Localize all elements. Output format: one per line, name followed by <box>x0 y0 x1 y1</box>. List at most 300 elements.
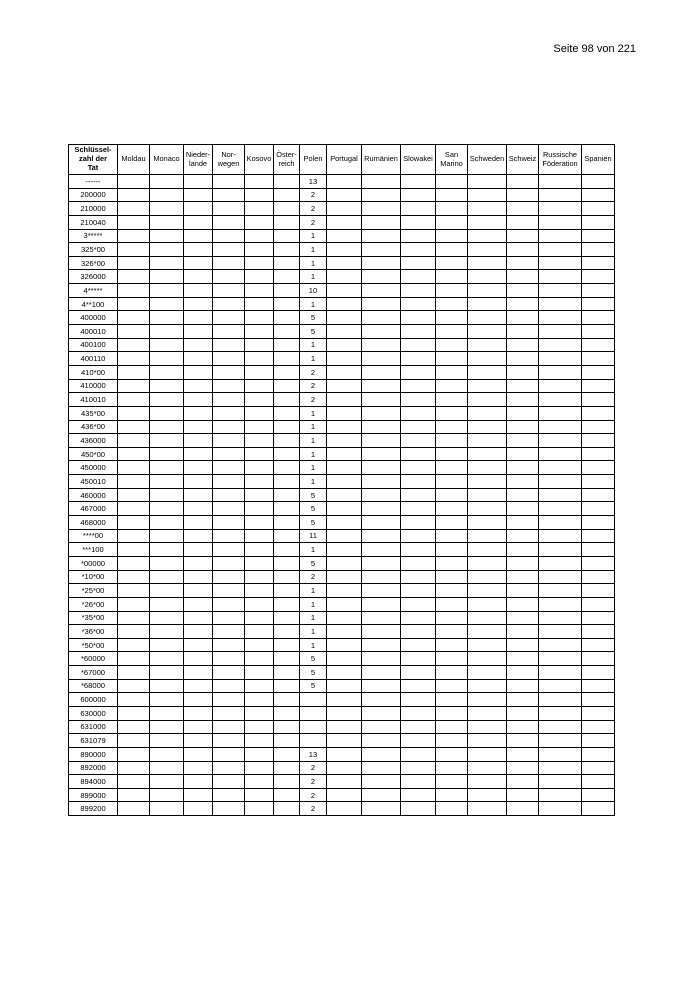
empty-cell <box>436 747 468 761</box>
empty-cell <box>150 706 184 720</box>
empty-cell <box>274 420 300 434</box>
empty-cell <box>118 325 150 339</box>
column-header-moldau: Moldau <box>118 145 150 175</box>
empty-cell <box>274 297 300 311</box>
empty-cell <box>401 570 436 584</box>
empty-cell <box>539 365 582 379</box>
empty-cell <box>245 720 274 734</box>
key-cell: *67000 <box>69 666 118 680</box>
empty-cell <box>582 747 615 761</box>
empty-cell <box>274 215 300 229</box>
empty-cell <box>213 447 245 461</box>
empty-cell <box>507 502 539 516</box>
empty-cell <box>213 202 245 216</box>
empty-cell <box>582 243 615 257</box>
empty-cell <box>327 625 362 639</box>
empty-cell <box>213 311 245 325</box>
empty-cell <box>582 788 615 802</box>
empty-cell <box>184 420 213 434</box>
empty-cell <box>539 270 582 284</box>
key-cell: *36*00 <box>69 625 118 639</box>
empty-cell <box>274 570 300 584</box>
empty-cell <box>362 625 401 639</box>
empty-cell <box>274 406 300 420</box>
empty-cell <box>274 352 300 366</box>
empty-cell <box>582 734 615 748</box>
empty-cell <box>582 666 615 680</box>
empty-cell <box>245 229 274 243</box>
empty-cell <box>150 666 184 680</box>
empty-cell <box>582 706 615 720</box>
empty-cell <box>539 447 582 461</box>
empty-cell <box>150 284 184 298</box>
empty-cell <box>327 202 362 216</box>
empty-cell <box>468 365 507 379</box>
empty-cell <box>184 652 213 666</box>
empty-cell <box>245 393 274 407</box>
empty-cell <box>436 420 468 434</box>
empty-cell <box>245 775 274 789</box>
empty-cell <box>401 747 436 761</box>
empty-cell <box>184 338 213 352</box>
empty-cell <box>327 243 362 257</box>
empty-cell <box>327 502 362 516</box>
key-cell: 410010 <box>69 393 118 407</box>
empty-cell <box>184 406 213 420</box>
empty-cell <box>184 365 213 379</box>
empty-cell <box>327 720 362 734</box>
key-cell: *68000 <box>69 679 118 693</box>
empty-cell <box>401 365 436 379</box>
empty-cell <box>362 256 401 270</box>
polen-cell: 2 <box>300 365 327 379</box>
empty-cell <box>468 734 507 748</box>
empty-cell <box>184 488 213 502</box>
empty-cell <box>184 666 213 680</box>
key-cell: 436*00 <box>69 420 118 434</box>
empty-cell <box>150 652 184 666</box>
polen-cell: 1 <box>300 229 327 243</box>
polen-cell <box>300 734 327 748</box>
empty-cell <box>213 516 245 530</box>
empty-cell <box>507 365 539 379</box>
empty-cell <box>539 516 582 530</box>
empty-cell <box>539 461 582 475</box>
empty-cell <box>582 475 615 489</box>
page-number: Seite 98 von 221 <box>553 43 636 55</box>
empty-cell <box>362 788 401 802</box>
empty-cell <box>539 325 582 339</box>
empty-cell <box>213 488 245 502</box>
empty-cell <box>150 270 184 284</box>
empty-cell <box>118 516 150 530</box>
empty-cell <box>468 297 507 311</box>
empty-cell <box>118 666 150 680</box>
empty-cell <box>507 652 539 666</box>
empty-cell <box>274 365 300 379</box>
empty-cell <box>213 529 245 543</box>
empty-cell <box>118 243 150 257</box>
empty-cell <box>401 584 436 598</box>
empty-cell <box>245 529 274 543</box>
empty-cell <box>118 338 150 352</box>
empty-cell <box>327 379 362 393</box>
empty-cell <box>401 393 436 407</box>
empty-cell <box>401 447 436 461</box>
empty-cell <box>150 543 184 557</box>
empty-cell <box>150 461 184 475</box>
empty-cell <box>150 434 184 448</box>
empty-cell <box>327 215 362 229</box>
polen-cell <box>300 720 327 734</box>
empty-cell <box>539 652 582 666</box>
empty-cell <box>468 447 507 461</box>
polen-cell: 1 <box>300 611 327 625</box>
empty-cell <box>274 706 300 720</box>
empty-cell <box>582 447 615 461</box>
empty-cell <box>436 188 468 202</box>
empty-cell <box>245 693 274 707</box>
empty-cell <box>539 420 582 434</box>
table-row <box>69 202 615 216</box>
empty-cell <box>150 720 184 734</box>
empty-cell <box>539 666 582 680</box>
empty-cell <box>150 256 184 270</box>
empty-cell <box>184 734 213 748</box>
empty-cell <box>327 638 362 652</box>
empty-cell <box>184 516 213 530</box>
empty-cell <box>274 775 300 789</box>
table-row <box>69 747 615 761</box>
empty-cell <box>539 761 582 775</box>
empty-cell <box>582 202 615 216</box>
empty-cell <box>118 597 150 611</box>
key-cell: 210040 <box>69 215 118 229</box>
empty-cell <box>118 802 150 816</box>
empty-cell <box>401 488 436 502</box>
empty-cell <box>213 475 245 489</box>
empty-cell <box>327 597 362 611</box>
empty-cell <box>327 311 362 325</box>
empty-cell <box>582 720 615 734</box>
key-cell: 325*00 <box>69 243 118 257</box>
empty-cell <box>468 175 507 189</box>
empty-cell <box>213 297 245 311</box>
empty-cell <box>582 352 615 366</box>
empty-cell <box>245 802 274 816</box>
empty-cell <box>274 597 300 611</box>
empty-cell <box>184 284 213 298</box>
empty-cell <box>582 802 615 816</box>
empty-cell <box>274 666 300 680</box>
empty-cell <box>327 775 362 789</box>
empty-cell <box>582 775 615 789</box>
empty-cell <box>468 720 507 734</box>
empty-cell <box>150 393 184 407</box>
column-header-key: Schlüssel- zahl der Tat <box>69 145 118 175</box>
empty-cell <box>362 802 401 816</box>
empty-cell <box>245 365 274 379</box>
empty-cell <box>150 420 184 434</box>
polen-cell: 2 <box>300 761 327 775</box>
empty-cell <box>468 679 507 693</box>
polen-cell: 2 <box>300 202 327 216</box>
key-cell: *00000 <box>69 556 118 570</box>
empty-cell <box>150 761 184 775</box>
empty-cell <box>274 584 300 598</box>
empty-cell <box>327 325 362 339</box>
key-cell: 4***** <box>69 284 118 298</box>
table-header-row <box>69 145 615 175</box>
empty-cell <box>118 175 150 189</box>
empty-cell <box>362 202 401 216</box>
empty-cell <box>507 761 539 775</box>
empty-cell <box>401 666 436 680</box>
empty-cell <box>539 775 582 789</box>
empty-cell <box>362 747 401 761</box>
empty-cell <box>245 311 274 325</box>
table-body <box>69 175 615 816</box>
empty-cell <box>582 175 615 189</box>
empty-cell <box>468 788 507 802</box>
table-row <box>69 434 615 448</box>
empty-cell <box>274 243 300 257</box>
empty-cell <box>507 638 539 652</box>
empty-cell <box>507 625 539 639</box>
empty-cell <box>539 393 582 407</box>
key-cell: 894000 <box>69 775 118 789</box>
empty-cell <box>436 406 468 420</box>
empty-cell <box>468 625 507 639</box>
empty-cell <box>184 447 213 461</box>
empty-cell <box>401 625 436 639</box>
empty-cell <box>118 475 150 489</box>
empty-cell <box>213 188 245 202</box>
empty-cell <box>401 556 436 570</box>
empty-cell <box>118 543 150 557</box>
empty-cell <box>274 379 300 393</box>
empty-cell <box>507 679 539 693</box>
empty-cell <box>362 352 401 366</box>
empty-cell <box>401 229 436 243</box>
empty-cell <box>184 679 213 693</box>
empty-cell <box>507 325 539 339</box>
empty-cell <box>274 311 300 325</box>
empty-cell <box>362 706 401 720</box>
empty-cell <box>436 788 468 802</box>
empty-cell <box>436 243 468 257</box>
empty-cell <box>507 556 539 570</box>
empty-cell <box>274 256 300 270</box>
empty-cell <box>150 229 184 243</box>
empty-cell <box>327 679 362 693</box>
empty-cell <box>582 406 615 420</box>
empty-cell <box>150 338 184 352</box>
empty-cell <box>245 352 274 366</box>
table-row <box>69 693 615 707</box>
table-row <box>69 556 615 570</box>
empty-cell <box>150 747 184 761</box>
empty-cell <box>150 447 184 461</box>
empty-cell <box>582 379 615 393</box>
empty-cell <box>468 638 507 652</box>
empty-cell <box>245 638 274 652</box>
table-row <box>69 447 615 461</box>
empty-cell <box>245 747 274 761</box>
empty-cell <box>582 625 615 639</box>
empty-cell <box>213 175 245 189</box>
empty-cell <box>327 393 362 407</box>
empty-cell <box>401 611 436 625</box>
empty-cell <box>150 570 184 584</box>
empty-cell <box>327 543 362 557</box>
empty-cell <box>362 720 401 734</box>
empty-cell <box>118 761 150 775</box>
empty-cell <box>327 284 362 298</box>
empty-cell <box>245 516 274 530</box>
polen-cell: 5 <box>300 556 327 570</box>
polen-cell: 1 <box>300 638 327 652</box>
column-header-niederlande: Nieder- lande <box>184 145 213 175</box>
empty-cell <box>213 325 245 339</box>
empty-cell <box>436 488 468 502</box>
empty-cell <box>401 775 436 789</box>
empty-cell <box>539 243 582 257</box>
empty-cell <box>468 202 507 216</box>
empty-cell <box>507 597 539 611</box>
empty-cell <box>436 297 468 311</box>
empty-cell <box>468 761 507 775</box>
empty-cell <box>245 243 274 257</box>
empty-cell <box>401 352 436 366</box>
empty-cell <box>468 706 507 720</box>
empty-cell <box>213 761 245 775</box>
empty-cell <box>401 284 436 298</box>
empty-cell <box>436 256 468 270</box>
empty-cell <box>401 420 436 434</box>
key-cell: *10*00 <box>69 570 118 584</box>
empty-cell <box>401 475 436 489</box>
empty-cell <box>436 556 468 570</box>
empty-cell <box>507 734 539 748</box>
empty-cell <box>118 693 150 707</box>
empty-cell <box>184 202 213 216</box>
empty-cell <box>245 297 274 311</box>
empty-cell <box>118 720 150 734</box>
polen-cell: 5 <box>300 652 327 666</box>
empty-cell <box>213 229 245 243</box>
empty-cell <box>150 693 184 707</box>
empty-cell <box>118 488 150 502</box>
table-row <box>69 666 615 680</box>
empty-cell <box>539 188 582 202</box>
table-row <box>69 488 615 502</box>
polen-cell: 5 <box>300 666 327 680</box>
empty-cell <box>468 584 507 598</box>
table-row <box>69 652 615 666</box>
table-row <box>69 229 615 243</box>
empty-cell <box>184 597 213 611</box>
empty-cell <box>468 270 507 284</box>
empty-cell <box>468 406 507 420</box>
empty-cell <box>401 734 436 748</box>
empty-cell <box>582 543 615 557</box>
empty-cell <box>274 284 300 298</box>
empty-cell <box>118 434 150 448</box>
empty-cell <box>327 475 362 489</box>
table-row <box>69 406 615 420</box>
empty-cell <box>274 788 300 802</box>
empty-cell <box>245 325 274 339</box>
empty-cell <box>539 434 582 448</box>
key-cell: *50*00 <box>69 638 118 652</box>
empty-cell <box>184 625 213 639</box>
empty-cell <box>468 693 507 707</box>
empty-cell <box>118 311 150 325</box>
empty-cell <box>468 775 507 789</box>
key-cell: *60000 <box>69 652 118 666</box>
empty-cell <box>327 652 362 666</box>
empty-cell <box>184 747 213 761</box>
key-cell: 4**100 <box>69 297 118 311</box>
key-cell: 631079 <box>69 734 118 748</box>
empty-cell <box>436 325 468 339</box>
empty-cell <box>468 284 507 298</box>
empty-cell <box>213 570 245 584</box>
empty-cell <box>213 502 245 516</box>
empty-cell <box>507 516 539 530</box>
empty-cell <box>539 311 582 325</box>
empty-cell <box>150 311 184 325</box>
empty-cell <box>507 284 539 298</box>
empty-cell <box>539 638 582 652</box>
empty-cell <box>274 638 300 652</box>
empty-cell <box>184 529 213 543</box>
empty-cell <box>213 638 245 652</box>
empty-cell <box>362 529 401 543</box>
empty-cell <box>362 393 401 407</box>
polen-cell: 2 <box>300 802 327 816</box>
key-cell: ****00 <box>69 529 118 543</box>
polen-cell: 1 <box>300 243 327 257</box>
column-header-kosovo: Kosovo <box>245 145 274 175</box>
polen-cell: 13 <box>300 747 327 761</box>
empty-cell <box>118 379 150 393</box>
empty-cell <box>150 611 184 625</box>
empty-cell <box>118 788 150 802</box>
empty-cell <box>362 693 401 707</box>
polen-cell: 13 <box>300 175 327 189</box>
empty-cell <box>184 502 213 516</box>
column-header-oesterreich: Öster- reich <box>274 145 300 175</box>
empty-cell <box>507 747 539 761</box>
empty-cell <box>582 270 615 284</box>
empty-cell <box>245 256 274 270</box>
empty-cell <box>539 611 582 625</box>
empty-cell <box>539 679 582 693</box>
empty-cell <box>362 543 401 557</box>
empty-cell <box>213 666 245 680</box>
empty-cell <box>213 243 245 257</box>
empty-cell <box>245 556 274 570</box>
empty-cell <box>436 679 468 693</box>
table-row <box>69 788 615 802</box>
empty-cell <box>245 270 274 284</box>
polen-cell: 2 <box>300 215 327 229</box>
empty-cell <box>150 188 184 202</box>
empty-cell <box>362 447 401 461</box>
empty-cell <box>436 625 468 639</box>
